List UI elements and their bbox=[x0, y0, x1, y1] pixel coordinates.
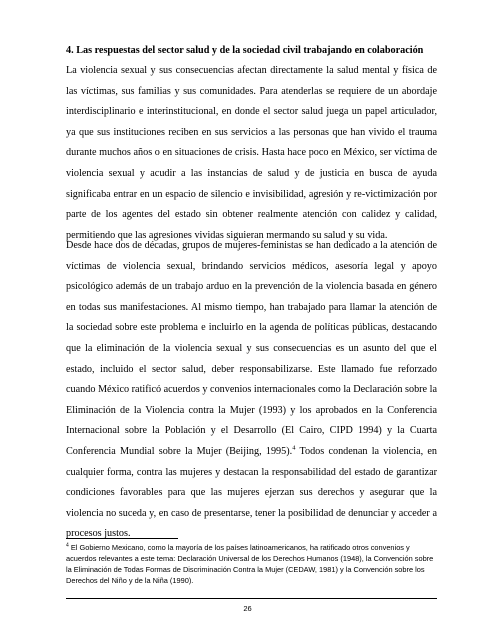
footer-rule bbox=[66, 598, 437, 599]
paragraph-2 bbox=[66, 236, 437, 545]
footnote-text: El Gobierno Mexicano, como la mayoría de los países latinoamericanos, ha ratificado otros convenios y acuerdos relevantes a este tema: Declaración Universal de los Derechos Humanos (1948), la Convención sobre la Eliminación de Todas Formas de Discriminación Contra la Mujer (CEDAW, 1981) y la Convención sobre los Derechos del Niño y de la Niña (1990). bbox=[66, 543, 434, 585]
paragraph-2-text-a: Desde hace dos de décadas, grupos de mujeres-feministas se han dedicado a la atención de víctimas de violencia sexual, brindando servicios médicos, asesoría legal y apoyo psicológico además de un trabajo arduo en la prevención de la violencia basada en género en todas sus manifestaciones. Al mismo tiempo, han trabajado para llamar la atención de la sociedad sobre este problema e incluirlo en la agenda de políticas públicas, destacando que la eliminación de la violencia sexual y sus consecuencias es un asunto del que el estado, incluido el sector salud, deber responsabilizarse. Este llamado fue reforzado cuando México ratificó acuerdos y convenios internacionales como la Declaración sobre la Eliminación de la Violencia contra la Mujer (1993) y los aprobados en la Conferencia Internacional sobre la Población y el Desarrollo (El Cairo, CIPD 1994) y la Cuarta Conferencia Mundial sobre la Mujer (Beijing, 1995). bbox=[66, 240, 437, 457]
footnote bbox=[66, 542, 438, 586]
footnote-separator bbox=[66, 538, 178, 539]
section-heading: 4. Las respuestas del sector salud y de la sociedad civil trabajando en colaboración bbox=[66, 45, 424, 56]
footnote-marker: 4 bbox=[66, 542, 69, 549]
footnote-reference: 4 bbox=[292, 444, 296, 452]
paragraph-1: La violencia sexual y sus consecuencias afectan directamente la salud mental y física de las víctimas, sus familias y sus comunidades. Para atenderlas se requiere de un abordaje interdisciplinario e interinstitucional, en donde el sector salud juega un papel articulador, ya que sus instituciones reciben en sus servicios a las personas que han vivido el trauma durante muchos años o en situaciones de crisis. Hasta hace poco en México, ser víctima de violencia sexual y acudir a las instancias de salud y de justicia en busca de ayuda significaba entrar en un espacio de silencio e invisibilidad, agresión y re-victimización por parte de los agentes del estado sin obtener realmente atención con calidez y calidad, permitiendo que las agresiones vividas siguieran mermando su salud y su vida. bbox=[66, 65, 437, 241]
paragraph-2-text-b: Todos condenan la violencia, en cualquier forma, contra las mujeres y destacan la responsabilidad del estado de garantizar condiciones favorables para que las mujeres ejerzan sus derechos y asegurar que la violencia no suceda y, en caso de presentarse, tener la posibilidad de denunciar y acceder a procesos justos. bbox=[66, 445, 437, 540]
page-number: 26 bbox=[243, 604, 252, 613]
